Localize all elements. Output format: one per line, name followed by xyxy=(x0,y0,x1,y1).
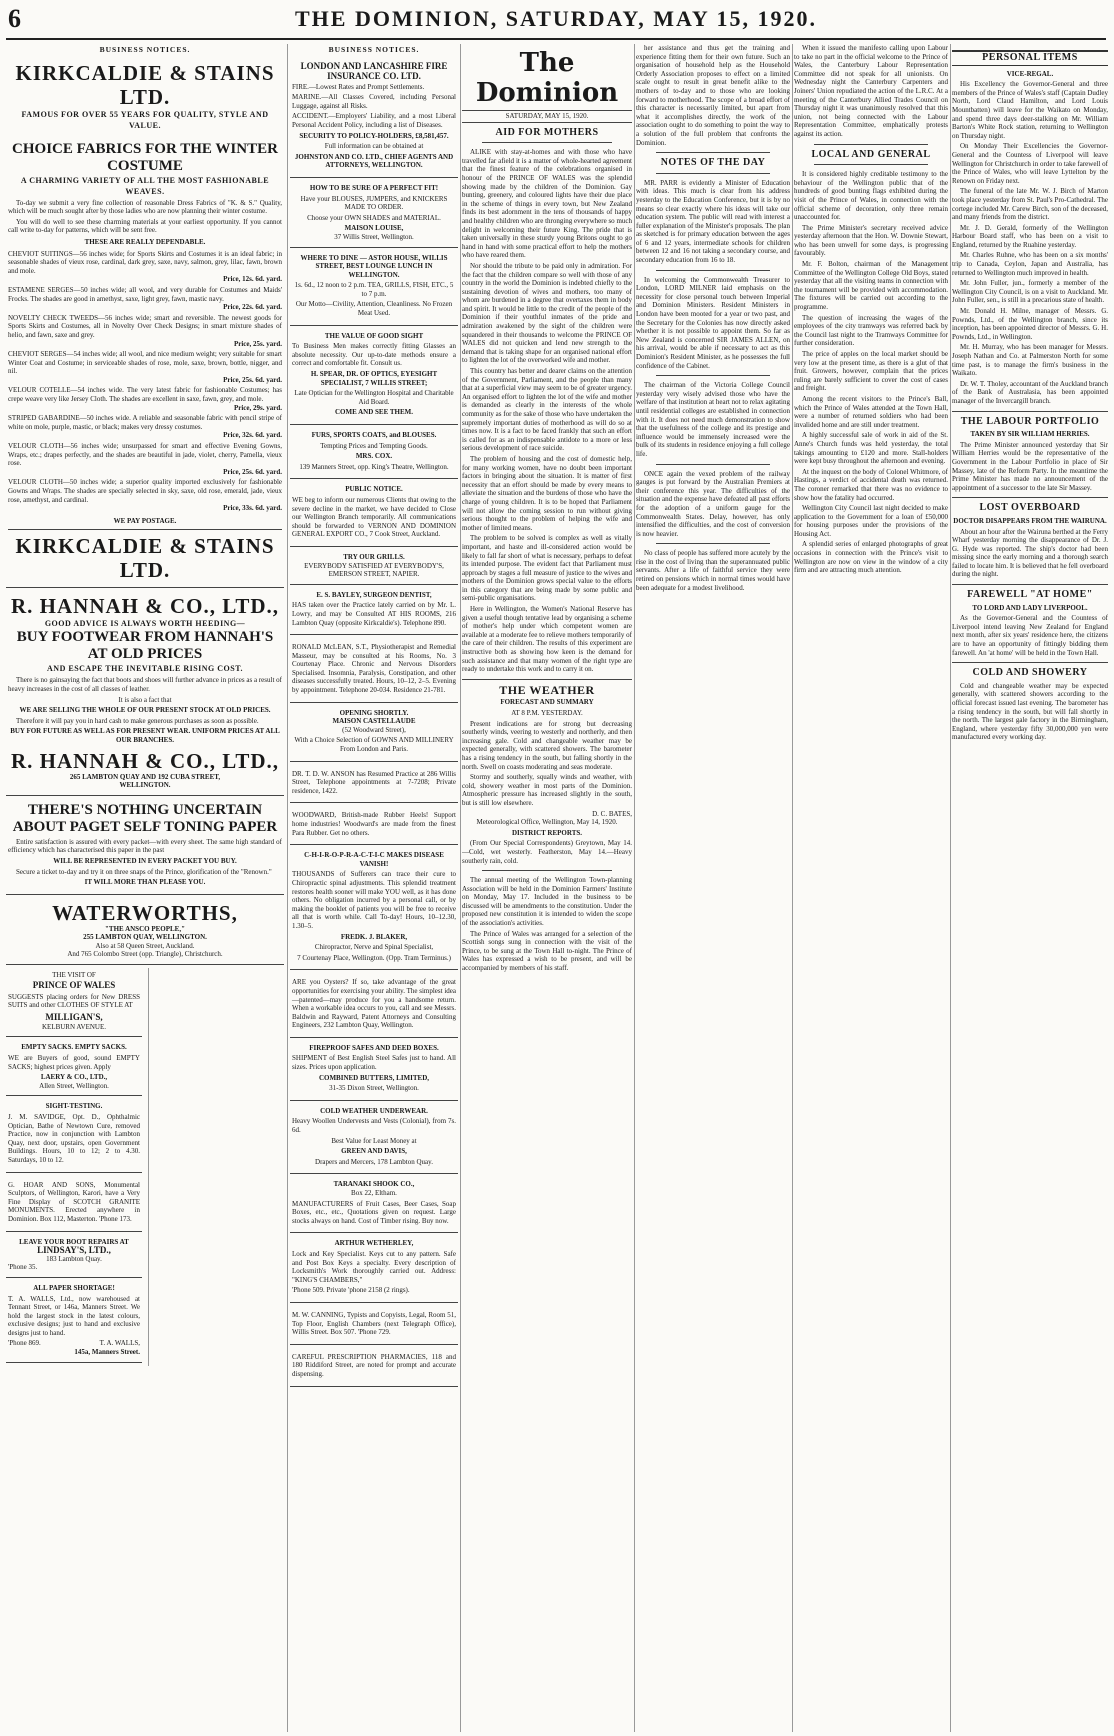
fabric-item: CHEVIOT SUITINGS—56 inches wide; for Sports Skirts and Costumes it is an ideal fabric; in seasonable shades of vieux rose, cardinal, dark grey, saxe, navy, salmon, grey, lilac, fawn, brown and mole. Price, 12s. 6d. yard. xyxy=(8,249,282,284)
column-1-advertisements xyxy=(6,44,284,1732)
weather-paragraph: Present indications are for strong but decreasing southerly winds, veering to westerly and northerly, and then increasing gale. Cold and changeable weather may be expected generally, with scattered showers. The barometer has a rising tendency in the south, but falling shortly in the north. Swell on coasts moderating and seas moderate. xyxy=(462,719,632,771)
divider xyxy=(952,497,1108,498)
ad-postage-note: WE PAY POSTAGE. xyxy=(113,516,177,525)
news-paragraph: The annual meeting of the Wellington Town-planning Association will be held in the Dominion Farmers' Institute on Monday, May 17. Included in the business to be discussed will be amendments to the constitution. Under the proposed new constitution it is intended to widen the scope of the association's activities. xyxy=(462,876,632,928)
ad-body: Secure a ticket to-day and try it on three snaps of the Prince, glorification of the "Renown." xyxy=(16,867,272,876)
divider xyxy=(656,464,770,465)
ad-headline: CHOICE FABRICS FOR THE WINTER COSTUME xyxy=(12,140,278,174)
personal-item: Mr. Donald H. Milne, manager of Messrs. G. Pownds, Ltd., of the Wellington branch, since its inception, has been appointed director of Messrs. G. H. Pownds, Ltd., in Wellington. xyxy=(952,307,1108,341)
dateline: SATURDAY, MAY 15, 1920. xyxy=(462,110,632,123)
ad-subhead: AND ESCAPE THE INEVITABLE RISING COST. xyxy=(47,664,243,674)
advertiser-name: KIRKCALDIE & STAINS LTD. xyxy=(15,60,275,109)
ad-tagline: FAMOUS FOR OVER 55 YEARS FOR QUALITY, STYLE AND VALUE. xyxy=(21,109,269,130)
ad-motto: GOOD ADVICE IS ALWAYS WORTH HEEDING— xyxy=(44,619,246,629)
divider xyxy=(952,411,1108,412)
note-paragraph: ONCE again the vexed problem of the railway gauges is put forward by the Australian Premiers at their conference this year. The difficulties of the situation and the expense have defeated all past efforts for the adoption of a uniform gauge for the Commonwealth States. Delay, however, has only intensified the difficulties, and the cost of conversion is now heavier. xyxy=(636,469,790,538)
divider xyxy=(462,679,632,680)
lost-overboard-body: About an hour after the Wairuna berthed at the Ferry Wharf yesterday morning the disappearance of Dr. J. G. Hyde was reported. The ship's doctor had been missing since the early morning and a thorough search failed to locate him. It is believed that he fell overboard during the night. xyxy=(952,527,1108,579)
divider xyxy=(656,270,770,271)
column-6-personal-items xyxy=(952,44,1108,1732)
ad-subhead: A CHARMING VARIETY OF ALL THE MOST FASHIONABLE WEAVES. xyxy=(20,175,270,196)
lost-overboard-title: LOST OVERBOARD xyxy=(979,502,1081,514)
note-paragraph: The chairman of the Victoria College Council yesterday very wisely advised those who have the welfare of that institution at heart not to relax agitating until residential colleges are established in connection with it. It does not need much demonstration to show that the usefulness of the college and its prestige and influence would be immensely increased were the bulk of its students in residence enjoying a full college life. xyxy=(636,381,790,458)
milligan-advertisement: THE VISIT OF PRINCE OF WALES SUGGESTS placing orders for New DRESS SUITS and other CLOTHES OF STYLE AT MILLIGAN'S, KELBURN AVENUE. xyxy=(6,968,142,1037)
right-small-ads xyxy=(148,968,284,1366)
locksmith-advertisement: ARTHUR WETHERLEY, Lock and Key Specialist. Keys cut to any pattern. Safe and Post Box Keys a specialty. Every description of Locksmith's Work thoroughly carried out. Address: "KING'S CHAMBERS," 'Phone 509. Private 'phone 2158 (2 rings). xyxy=(290,1236,458,1303)
personal-item: Dr. W. T. Tholey, accountant of the Auckland branch of the Bank of Australasia, has been appointed manager of the Invercargill branch. xyxy=(952,379,1108,405)
paget-advertisement xyxy=(6,799,284,895)
public-notice: PUBLIC NOTICE. WE beg to inform our numerous Clients that owing to the severe decline in the market, we have decided to Close our Wellington Branch temporarily. All communications should be forwarded to VERNON AND DOMINION GENERAL EXPORT CO., 7 Cook Street, Auckland. xyxy=(290,482,458,547)
ad-address: 255 LAMBTON QUAY, WELLINGTON. xyxy=(83,933,207,942)
lost-overboard-subhead: DOCTOR DISAPPEARS FROM THE WAIRUNA. xyxy=(953,516,1107,525)
fabric-item: VELOUR COTELLE—54 inches wide. The very latest fabric for fashionable Costumes; has crepe weave very like Jersey Cloth. The shades are excellent in saxe, fawn, grey, and mole. Price, 29s. yard. xyxy=(8,386,282,412)
divider xyxy=(814,144,928,145)
local-item: A splendid series of enlarged photographs of great occasions in connection with the Prince's visit to Wellington are now on view in the window of a city firm and are attracting much attention. xyxy=(794,540,948,575)
column-rule xyxy=(792,44,793,1732)
local-item: The question of increasing the wages of the employees of the city tramways was referred back by the Council last night to the Tramways Committee for further consideration. xyxy=(794,313,948,348)
kirkcaldie-advertisement xyxy=(6,58,284,589)
fabric-item: NOVELTY CHECK TWEEDS—56 inches wide; smart and reversible. The newest goods for Sports Skirts and Costumes, all in Novelty Over Check Designs; in smart mixture shades of helio, and fawn, saxe and grey. Price, 25s. yard. xyxy=(8,313,282,348)
ad-headline: THERE'S NOTHING UNCERTAIN ABOUT PAGET SELF TONING PAPER xyxy=(12,801,278,835)
column-3-editorial xyxy=(462,44,632,1732)
note-paragraph: MR. PARR is evidently a Minister of Education with ideas. This much is clear from his address yesterday to the Education Conference, but it is by no means so clear exactly where his ideas will take our education system. The public will read with interest a fuller explanation of the Minister's proposals. The plan as sketched is for primary education between the ages of 6 and 12 years, intermediate schools for children between 12 and 16 not taking a secondary course, and secondary education from 16 to 18. xyxy=(636,178,790,265)
labour-portfolio-title: THE LABOUR PORTFOLIO xyxy=(960,415,1100,427)
left-small-ads xyxy=(6,968,142,1366)
local-item: The price of apples on the local market should be very low at the present time, as there is a glut of that fruit. Growers, however, complain that the prices ruling are barely sufficient to cover the cost of cases and freight. xyxy=(794,350,948,393)
editorial-paragraph: ALIKE with stay-at-homes and with those who have travelled far afield it is a matter of whole-hearted agreement that the finest feature of the celebrations organised in honour of the PRINCE OF WALES was the splendid showing made by the children of the Dominion. Gay bunting, greenery, and coloured lights have their due place in the scheme of things in every town, but New Zealand finds its best adornment in the tens of thousands of happy and healthy children who are thronging everywhere so much delight in welcoming their future King. The pride that is taken universally in these sturdy young Britons ought to go hand in hand with some practical effort to help the mothers who have reared them. xyxy=(462,148,632,260)
fabric-price: Price, 33s. 6d. yard. xyxy=(223,504,282,513)
notes-of-the-day-title: NOTES OF THE DAY xyxy=(660,157,766,169)
weather-signature-office: Meteorological Office, Wellington, May 14, 1920. xyxy=(476,818,618,827)
local-item: At the inquest on the body of Colonel Whitmore, of Hastings, a verdict of accidental death was returned. The coroner remarked that there was no evidence to show how the fatality had occurred. xyxy=(794,467,948,502)
local-item: A highly successful sale of work in aid of the St. Anne's Church funds was held yesterday, the total takings amounting to £120 and more. Stall-holders were kept busy throughout the afternoon and evening. xyxy=(794,431,948,466)
lancashire-insurance-advertisement: LONDON AND LANCASHIRE FIRE INSURANCE CO. LTD. FIRE.—Lowest Rates and Prompt Settlements. MARINE.—All Classes Covered, including Personal Luggage, against all Risks. ACCIDENT.—Employers' Liability, and a most Liberal Personal Accident Policy, including a list of Diseases. SECURITY TO POLICY-HOLDERS, £8,581,457. Full information can be obtained at JOHNSTON AND CO. LTD., CHIEF AGENTS AND ATTORNEYS, WELLINGTON. xyxy=(290,58,458,178)
column-2-business-notices xyxy=(290,44,458,1732)
farewell-body: As the Governor-General and the Countess of Liverpool intend leaving New Zealand for England next month, after six years' residence here, the citizens are to have an opportunity of fittingly bidding them farewell. An 'at home' will be held in the Town Hall. xyxy=(952,614,1108,657)
note-paragraph: In welcoming the Commonwealth Treasurer to London, LORD MILNER laid emphasis on the necessity for close personal touch between Imperial and Dominion Ministers. Resident Ministers in London have been mooted for a year or two past, and the Secretary for the Colonies has now directly asked whether it is not possible to appoint them. So far as New Zealand is concerned SIR JAMES ALLEN, on his arrival, would be able if necessary to act as this Dominion's Resident Minister, as he possesses the full confidence of the Cabinet. xyxy=(636,275,790,370)
personal-item: On Monday Their Excellencies the Governor-General and the Countess of Liverpool will leave Wellington for Christchurch in order to take farewell of the Prince of Wales, who will leave Lyttelton by the Renown on Friday next. xyxy=(952,142,1108,185)
column-rule xyxy=(634,44,635,1732)
editorial-paragraph: The problem to be solved is complex as well as vitally important, and haste and ill-considered action would be likely to fall far short of what is necessary, perhaps to defeat its intended purpose. The evident fact that Parliament must approach by stages a full measure of justice to the wives and mothers of the Dominion grows special value to the efforts in this category that are being made by some public and semi-public organisations. xyxy=(462,534,632,603)
advertiser-name: R. HANNAH & CO., LTD., xyxy=(11,594,279,619)
weather-subtitle: FORECAST AND SUMMARY xyxy=(500,698,594,707)
ad-body: Entire satisfaction is assured with every packet—with every sheet. The same high standard of efficiency which has characterised this paper in the past xyxy=(8,837,282,855)
page-number: 6 xyxy=(8,4,21,33)
divider xyxy=(656,173,770,174)
ad-sub: "THE ANSCO PEOPLE," xyxy=(105,924,185,933)
local-item: It is considered highly creditable testimony to the behaviour of the Wellington public that of the hundreds of good bunting flags exhibited during the visit of the Prince of Wales, in connection with the official scheme of decoration, only three remain unaccounted for. xyxy=(794,170,948,222)
typists-advertisement: M. W. CANNING, Typists and Copyists, Legal, Room 51, Top Floor, English Chambers (next Telegraph Office), Willis Street. Box 507. 'Phone 729. xyxy=(290,1306,458,1345)
divider xyxy=(814,164,928,165)
ad-address: Also at 58 Queen Street, Auckland. xyxy=(95,941,195,950)
fabric-price: Price, 25s. 6d. yard. xyxy=(223,375,282,384)
maison-louise-advertisement: HOW TO BE SURE OF A PERFECT FIT! Have your BLOUSES, JUMPERS, and KNICKERS MADE TO ORDER. Choose your OWN SHADES and MATERIAL. MAISON LOUISE, 37 Willis Street, Wellington. xyxy=(290,181,458,248)
personal-item: The funeral of the late Mr. W. J. Birch of Marton took place yesterday from St. Paul's Pro-Cathedral. The cortege included Mr. Carew Birch, son of the deceased, and many friends from the district. xyxy=(952,187,1108,222)
ad-intro: To-day we submit a very fine collection of reasonable Dress Fabrics of "K. & S." Quality, which will be much sought after by those ladies who are now planning their winter costume. xyxy=(8,198,282,216)
local-item: Mr. F. Bolton, chairman of the Management Committee of the Wellington College Old Boys, stated yesterday that all the visiting teams in connection with the tournament will be provided with accommodation. The fixtures will be carried out according to the programme. xyxy=(794,260,948,312)
divider xyxy=(656,543,770,544)
district-reports: (From Our Special Correspondents) Greytown, May 14.—Cold, wet westerly. Featherston, May 14.—Heavy southerly rain, cold. xyxy=(462,839,632,865)
divider xyxy=(952,662,1108,663)
hannah-advertisement xyxy=(6,591,284,795)
wallpaper-advertisement: ALL PAPER SHORTAGE! T. A. WALLS, Ltd., now warehoused at Tennant Street, or 146a, Manners Street. We hold the largest stock in the latest colours, exclusive designs; just to hand and exclusive designs just to hand. 'Phone 869. T. A. WALLS, 145a, Manners Street. xyxy=(6,1281,142,1363)
editorial-paragraph: This country has better and dearer claims on the attention of the Government, Parliament, and the people than many that at a superficial view may seem to be of greater urgency. An organised effort to lighten the lot of the wife and mother is demanded as clearly in the interests of the whole community as for the sake of those who have undertaken the supremely important duties of motherhood as will do so at times now. It is a fact to be faced frankly that such an effort is called for as an indispensable antidote to a more or less serious development of race suicide. xyxy=(462,367,632,453)
ad-headline: BUY FOOTWEAR FROM HANNAH'S AT OLD PRICES xyxy=(16,629,274,663)
section-label: BUSINESS NOTICES. xyxy=(328,45,420,54)
fabric-price: Price, 12s. 6d. yard. xyxy=(223,275,282,284)
fabric-list xyxy=(8,250,282,513)
chiropractic-advertisement: C-H-I-R-O-P-R-A-C-T-I-C MAKES DISEASE VANISH! THOUSANDS of Sufferers can trace their cure to Chiropractic spinal adjustments. This splendid treatment restores health sooner will make YOU well, as it has done others. No obligation incurred by a personal call, or by making the booklet of patients you will be free to receive all that is worth while. Call To-day! Hours, 10–12.30, 1.30–5. FREDK. J. BLAKER, Chiropractor, Nerve and Spinal Specialist, 7 Courtenay Place, Wellington. (Opp. Tram Terminus.) xyxy=(290,848,458,970)
advertiser-name-footer: R. HANNAH & CO., LTD., xyxy=(11,748,279,773)
divider xyxy=(482,870,612,871)
cold-showery-title: COLD AND SHOWERY xyxy=(972,667,1088,679)
weather-signature: D. C. BATES, xyxy=(592,809,632,818)
fabric-price: Price, 22s. 6d. yard. xyxy=(223,303,282,312)
column-5-local-general xyxy=(794,44,948,1732)
ad-body: There is no gainsaying the fact that boots and shoes will further advance in prices as a result of heavy increases in the cost of all classes of leather. xyxy=(8,676,282,693)
district-reports-title: DISTRICT REPORTS. xyxy=(511,828,583,837)
fabric-price: Price, 32s. 6d. yard. xyxy=(223,431,282,440)
fabric-price: Price, 25s. 6d. yard. xyxy=(223,467,282,476)
ad-body: WE ARE SELLING THE WHOLE OF OUR PRESENT STOCK AT OLD PRICES. xyxy=(19,706,271,715)
article-continuation: her assistance and thus get the training and experience fitting them for their own future. Such an organisation of household help as the Household Orderly Association proposes to effect on a limited scale ought to result in great benefit alike to the mothers of to-day and to those who are looking forward to motherhood. The scope of a broad effort of this character is necessarily limited, but apart from what it accomplishes directly, the work of the association ought to do something to point the way to a solution of the full problem that confronts the Dominion. xyxy=(636,44,790,147)
local-item: Among the recent visitors to the Prince's Ball, which the Prince of Wales attended at the Town Hall, were a number of returned soldiers who had been invalided home and are still under treatment. xyxy=(794,394,948,429)
weather-paragraph: Stormy and southerly, squally winds and weather, with cold, showery weather in most parts of the Dominion. Atmospheric pressure has increased slightly in the south, but is still low elsewhere. xyxy=(462,773,632,807)
editorial-paragraph: The problem of housing and the cost of domestic help, for many working women, have no doubt been important factors in bringing about the situation. It is matter of first necessity that an effort should be made by every means to alleviate the situation and the burdens of those who have the charge of young children. It is to be hoped that Parliament will not allow the coming session to run without giving serious thought to the problem of helping the wife and mother of limited means. xyxy=(462,454,632,532)
fabric-price: Price, 25s. yard. xyxy=(233,339,282,348)
personal-item: His Excellency the Governor-General and three members of the Prince of Wales's staff (Captain Dudley North, Lord Claud Hamilton, and Lord Louis Mountbatten) will leave for the Waikato on Monday, and spend three days deer-stalking on Mr. William Barton's White Rock station, returning to Wellington on Thursday night. xyxy=(952,80,1108,140)
ad-subheading: THESE ARE REALLY DEPENDABLE. xyxy=(84,237,206,246)
fabric-item: VELOUR CLOTH—56 inches wide; unsurpassed for smart and effective Evening Gowns, Wraps, etc.; drapes perfectly, and the shades are beautiful in jade, violet, cherry, Pamella, vieux rose. Price, 25s. 6d. yard. xyxy=(8,442,282,476)
pharmacy-advertisement: CAREFUL PRESCRIPTION PHARMACIES, 118 and 180 Riddiford Street, are noted for prompt and accurate dispensing. xyxy=(290,1348,458,1387)
sacks-advertisement: EMPTY SACKS. EMPTY SACKS. WE are Buyers of good, sound EMPTY SACKS; highest prices given. Apply LAERY & CO., LTD., Allen Street, Wellington. xyxy=(6,1040,142,1096)
astor-house-advertisement: WHERE TO DINE — ASTOR HOUSE, WILLIS STREET, BEST LOUNGE LUNCH IN WELLINGTON. 1s. 6d., 12 noon to 2 p.m. TEA, GRILLS, FISH, ETC., 5 to 7 p.m. Our Motto—Civility, Attention, Cleanliness. No Frozen Meat Used. xyxy=(290,251,458,326)
vice-regal-subhead: VICE-REGAL. xyxy=(1006,69,1054,78)
advertiser-name-footer: KIRKCALDIE & STAINS LTD. xyxy=(8,529,282,582)
editorial-paragraph: Nor should the tribute to be paid only in admiration. For the fact that the children compare so well with those of any country in the world the Dominion is indebted chiefly to the sustaining devotion of wives and mothers, too many of whom are burdened in a degree that overtaxes them in body and spirit. It would be little to the credit of the people of the Dominion if their youthful inmates of the pride and admiration awakened by the sight of the children were squandered in their thousands to welcome the PRINCE OF WALES did not quicken and lend new strength to the demand that is taking shape for an organised national effort to lighten the lot of the overworked wife and mother. xyxy=(462,261,632,365)
divider xyxy=(656,152,770,153)
section-label: BUSINESS NOTICES. xyxy=(99,45,191,54)
local-item: The Prime Minister's secretary received advice yesterday afternoon that the Hon. W. Downie Stewart, who has been unwell for some days, is progressing favourably. xyxy=(794,223,948,258)
column-rule xyxy=(460,44,461,1732)
divider xyxy=(952,584,1108,585)
dentist-advertisement: E. S. BAYLEY, SURGEON DENTIST, HAS taken over the Practice lately carried on by Mr. L. Lowry, and may be Consulted AT HIS ROOMS, 216 Lambton Quay (opposite Kirkcaldie's). Telephone 890. xyxy=(290,588,458,635)
patent-advertisement: ARE you Oysters? If so, take advantage of the great opportunities for exercising your ability. The simplest idea—patented—may produce for you a handsome return. When a workable idea occurs to you, call and see Messrs. Baldwin and Rayward, Patent Attorneys and Consulting Engineers, 232 Lambton Quay, Wellington. xyxy=(290,973,458,1038)
note-paragraph: No class of people has suffered more acutely by the rise in the cost of living than the superannuated public servants. After a life of faithful service they were retired on pensions which in normal times would have been adequate for a modest livelihood. xyxy=(636,549,790,592)
furs-advertisement: FURS, SPORTS COATS, and BLOUSES. Tempting Prices and Tempting Goods. MRS. COX. 139 Manners Street, opp. King's Theatre, Wellington. xyxy=(290,428,458,479)
column-rule xyxy=(287,44,288,1732)
editorial-title: AID FOR MOTHERS xyxy=(495,126,599,138)
optician-advertisement: THE VALUE OF GOOD SIGHT To Business Men makes correctly fitting Glasses an absolute necessity. Our up-to-date methods ensure a correct and comfortable fit. Consult us. H. SPEAR, DR. OF OPTICS, EYESIGHT SPECIALIST, 7 WILLIS STREET; Late Optician for the Wellington Hospital and Charitable Aid Board. COME AND SEE THEM. xyxy=(290,329,458,425)
personal-item: Mr. H. Murray, who has been manager for Messrs. Joseph Nathan and Co. at Palmerston North for some time past, is to manage the firm's business in the Waikato. xyxy=(952,343,1108,378)
column-4-notes xyxy=(636,44,790,1732)
opening-shortly-advertisement: OPENING SHORTLY. MAISON CASTELLAUDE (52 Woodward Street), With a Choice Selection of GOWNS AND MILLINERY From London and Paris. xyxy=(290,706,458,762)
newspaper-header-title: THE DOMINION, SATURDAY, MAY 15, 1920. xyxy=(294,6,817,31)
labour-portfolio-subhead: TAKEN BY SIR WILLIAM HERRIES. xyxy=(970,430,1090,439)
column-rule xyxy=(950,44,951,1732)
personal-items-title: PERSONAL ITEMS xyxy=(952,50,1108,66)
personal-item: Mr. Charles Ruhne, who has been on a six months' trip to Canada, Ceylon, Japan and Australia, has returned to Wellington much improved in health. xyxy=(952,251,1108,277)
ad-address: 265 LAMBTON QUAY AND 192 CUBA STREET, xyxy=(69,772,221,781)
personal-item: Mr. John Fuller, jun., formerly a member of the Wellington City Council, is on a visit to Auckland. Mr. John Fuller, sen., is still in a precarious state of health. xyxy=(952,279,1108,305)
ad-body: It is also a fact that xyxy=(118,695,172,704)
fabric-item: CHEVIOT SERGES—54 inches wide; all wool, and nice medium weight; very suitable for smart Winter Coat and Costume; in serviceable shades of rose, mole, saxe, brown, bottle, nigger, and nil. Price, 25s. 6d. yard. xyxy=(8,350,282,384)
labour-portfolio-body: The Prime Minister announced yesterday that Sir William Herries would be the representative of the Government in the Labour Portfolio in place of Sir Massey, late of the Reform Party. In the meantime the Prime Minister has made no announcement of the appointment of a successor to the late Sir Massey. xyxy=(952,440,1108,492)
ad-body: IT WILL MORE THAN PLEASE YOU. xyxy=(84,878,206,887)
fabric-price: Price, 29s. yard. xyxy=(233,403,282,412)
farewell-subhead: TO LORD AND LADY LIVERPOOL. xyxy=(972,603,1088,612)
farewell-title: FAREWELL "AT HOME" xyxy=(967,589,1093,601)
fabric-item: VELOUR CLOTH—50 inches wide; a superior quality imported exclusively for fashionable Gowns and Wraps. The shades are specially selected in sky, saxe, old rose, emerald, jade, vieux rose, amethyst, and cardinal. Price, 33s. 6d. yard. xyxy=(8,478,282,513)
masthead xyxy=(6,0,1106,40)
safes-advertisement: FIREPROOF SAFES AND DEED BOXES. SHIPMENT of Best English Steel Safes just to hand. All sizes. Prices upon application. COMBINED BUTTERS, LIMITED, 31-35 Dixon Street, Wellington. xyxy=(290,1041,458,1101)
fabric-item: ESTAMENE SERGES—50 inches wide; all wool, and very durable for Costumes and Maids' Frocks. The shades are good in amethyst, saxe, light grey, fawn, mastic navy. Price, 22s. 6d. yard. xyxy=(8,285,282,312)
grills-advertisement: TRY OUR GRILLS. EVERYBODY SATISFIED AT EVERYBODY'S, EMERSON STREET, NAPIER. xyxy=(290,550,458,585)
fabric-item: STRIPED GABARDINE—50 inches wide. A reliable and seasonable fabric with pencil stripe of white on mole, purple, mastic, or black; makes very dressy costumes. Price, 32s. 6d. yard. xyxy=(8,414,282,440)
article-continuation: When it issued the manifesto calling upon Labour to take no part in the official welcome to the Prince of Wales, the Canterbury Labour Representation Committee did not speak for all unionists. On Wednesday night the Canterbury Carpenters and Joiners' Union repudiated the action of the L.R.C. At a meeting of the Canterbury Allied Trades Council on Thursday night it was unanimously resolved that this union, not being connected with the Labour Representation Committee, emphatically protests against its action. xyxy=(794,44,948,138)
underwear-advertisement: COLD WEATHER UNDERWEAR. Heavy Woollen Undervests and Vests (Colonial), from 7s. 6d. Best Value for Least Money at GREEN AND DAVIS, Drapers and Mercers, 178 Lambton Quay. xyxy=(290,1104,458,1175)
local-general-title: LOCAL AND GENERAL xyxy=(811,148,931,160)
cold-showery-body: Cold and changeable weather may be expected generally, with scattered showers according to the official forecast issued last evening. The barometer has a rising tendency in the south, but will fall shortly in the north. The largest gale factory in the Birmingham, England, where yesterday fifty 30,000,000 yen were manufactured every working day. xyxy=(952,681,1108,742)
weather-title: THE WEATHER xyxy=(499,682,595,697)
ad-intro-2: You will do well to see these charming materials at your earliest opportunity. If you cannot call write to-day for patterns, which will be sent free. xyxy=(8,217,282,235)
ad-city: WELLINGTON. xyxy=(119,781,171,790)
dentist-anson-advertisement: DR. T. D. W. ANSON has Resumed Practice at 286 Willis Street, Telephone appointments at 7-7208; Private residence, 1422. xyxy=(290,765,458,804)
rubber-heels-advertisement: WOODWARD, British-made Rubber Heels! Support home industries! Woodward's are made from the finest Para Rubber. Get no others. xyxy=(290,806,458,845)
boot-repairs-advertisement: LEAVE YOUR BOOT REPAIRS AT LINDSAY'S, LTD., 183 Lambton Quay. 'Phone 35. xyxy=(6,1235,142,1278)
news-paragraph: The Prince of Wales was arranged for a selection of the Scottish songs sung in connection with the visit of the Prince, to be sung at the Town Hall to-night. The Prince of Wales has expressed a wish to be present, and will be accompanied by members of his staff. xyxy=(462,929,632,973)
taranaki-advertisement: TARANAKI SHOOK CO., Box 22, Eltham. MANUFACTURERS of Fruit Cases, Beer Cases, Soap Boxes, etc., etc., Quotations given on request. Large stocks always on hand. Cost of Timber rising. Buy now. xyxy=(290,1177,458,1233)
ad-body: Therefore it will pay you in hard cash to make generous purchases as soon as possible. xyxy=(16,716,259,725)
editorial-paragraph: Here in Wellington, the Women's National Reserve has given a useful though tentative lead by organising a scheme of mother's help under which competent women are available at a moderate fee to relieve mothers temporarily of the care of their children. The results of this experiment are instructive both as showing how keen is the demand for such assistance and that many women of the right type are ready to undertake this work and to carry it on. xyxy=(462,605,632,674)
ad-address: And 765 Colombo Street (opp. Triangle), Christchurch. xyxy=(67,950,223,959)
ad-body: BUY FOR FUTURE AS WELL AS FOR PRESENT WEAR. UNIFORM PRICES AT ALL OUR BRANCHES. xyxy=(10,727,280,744)
weather-time: AT 8 P.M. YESTERDAY. xyxy=(511,709,583,717)
personal-item: Mr. J. D. Gerald, formerly of the Wellington Harbour Board staff, who has been on a visit to England, returned by the Ruahine yesterday. xyxy=(952,223,1108,249)
divider xyxy=(656,375,770,376)
ad-body: WILL BE REPRESENTED IN EVERY PACKET YOU BUY. xyxy=(53,856,237,865)
monumental-advertisement: G. HOAR AND SONS, Monumental Sculptors, of Wellington, Karori, have a Very Fine Display of SCOTCH GRANITE MONUMENTS. Erected anywhere in Dominion. Box 112, Masterton. 'Phone 173. xyxy=(6,1176,142,1232)
waterworths-advertisement xyxy=(6,898,284,965)
divider xyxy=(482,142,612,143)
newspaper-nameplate: The Dominion xyxy=(475,48,619,108)
advertiser-name: WATERWORTHS, xyxy=(52,900,238,925)
local-item: Wellington City Council last night decided to make application to the Government for a loan of £50,000 for housing purposes under the provisions of the Housing Act. xyxy=(794,504,948,538)
sight-testing-advertisement: SIGHT-TESTING. J. M. SAVIDGE, Opt. D., Ophthalmic Optician, Bathe of Newtown Cure, removed Practice, now in conjunction with Lambton Quay, next door, upstairs, open Government Buildings. Hours, 10 to 12; 2 to 4.30. Saturdays, 10 to 12. xyxy=(6,1099,142,1172)
masseur-advertisement: RONALD McLEAN, S.T., Physiotherapist and Remedial Masseur, may be consulted at his Rooms, No. 3 Courtenay Place. Chronic and Nervous Disorders Specialised. Insomnia, Paralysis, Constipation, and other diseases successfully treated. Hours, 10–12, 2–5. Evening by appointment. Telephone 20-034. Residence 21-781. xyxy=(290,638,458,703)
